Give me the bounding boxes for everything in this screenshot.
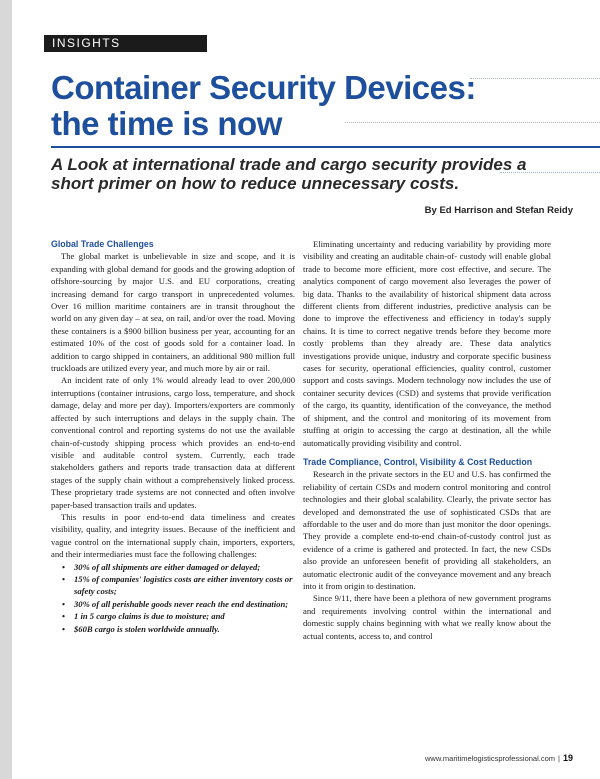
paragraph: This results in poor end-to-end data timeliness and creates visibility, quality, and integrity issues. Because of the inefficient and vague control on the international supply chain, importers, exporters, and their intermediaries must face the following challenges: [51, 511, 295, 560]
list-item: • 30% of all shipments are either damaged or delayed; [64, 561, 295, 573]
paragraph: Research in the private sectors in the EU and U.S. has confirmed the reliability of certain CSDs and modern control monitoring and control technologies and their global scalability. Clearly, the private sector has developed and demonstrated the use of sophisticated CSDs that are affordable to the user and do more than just monitor the door openings. They provide a complete end-to-end chain-of-custody control just as evidence of a crime is gathered and protected. In fact, the new CSDs also provide an unforeseen benefit of providing all stakeholders, an automatic electronic audit of the conveyance movement and any breach into it from origin to destination. [303, 469, 551, 591]
article-title-line1: Container Security Devices: [51, 69, 476, 106]
section-heading-global-trade: Global Trade Challenges [51, 239, 154, 249]
page-edge-bar [0, 0, 12, 779]
footer-url[interactable]: www.maritimelogisticsprofessional.com [424, 754, 556, 763]
list-item: • 15% of companies' logistics costs are either inventory costs or safety costs; [64, 573, 295, 598]
article-subtitle: A Look at international trade and cargo security provides a short primer on how to reduce unnecessary costs. [51, 155, 527, 193]
footer-separator: | [558, 754, 560, 763]
section-label: INSIGHTS [52, 36, 121, 50]
section-heading-trade-compliance: Trade Compliance, Control, Visibility & Cost Reduction [303, 456, 533, 467]
decorative-dotted-line [470, 78, 600, 79]
page-number: 19 [562, 753, 573, 763]
page-footer [425, 753, 573, 763]
list-item: • 1 in 5 cargo claims is due to moisture; and [64, 610, 295, 622]
paragraph: Since 9/11, there have been a plethora of new government programs and requirements involving control within the international and domestic supply chains beginning with what we really know about the actual contents, access to, and control [303, 593, 551, 641]
list-item: • 30% of all perishable goods never reach the end destination; [64, 598, 295, 610]
left-column [51, 238, 295, 635]
article-title-line2: the time is now [51, 105, 282, 142]
right-column [303, 238, 551, 642]
article-title [51, 70, 476, 142]
challenges-list [51, 561, 295, 635]
paragraph: Eliminating uncertainty and reducing variability by providing more visibility and creating an auditable chain-of- custody will enable global trade to become more efficient, more cost effective, and secure. The analytics component of cargo movement also leverages the power of big data. Thanks to the availability of historical shipment data across different clients from different industries, predictive analysis can be done to improve the effectiveness and efficiency in today's supply chains. It is time to correct negative trends before they become more costly problems than they already are. These data analytics investigations provide unique, industry and corporate specific business cases for security, operational efficiencies, quality control, customer support and costs savings. Modern technology now includes the use of container security devices (CSD) and systems that provide verification of the cargo, its quantity, identification of the conveyance, the method of shipment, and the control and monitoring of its movement from stuffing at origin to accessing the cargo at destination, all the while automatically providing visibility and control. [303, 239, 551, 448]
byline: By Ed Harrison and Stefan Reidy [424, 205, 573, 216]
paragraph: An incident rate of only 1% would already lead to over 200,000 interruptions (container intrusions, cargo loss, temperature, and shock damage, delay and more per day). Importers/exporters are commonly affected by such interruptions and delays in the supply chain. The conventional control and reporting systems do not use the available chain-of-custody shipping process which provides an end-to-end visible and auditable control system. Currently, each trade stakeholders gathers and reports trade transaction data at different stages of the supply chain without a comprehensively linked process. These proprietary trade systems are not connected and often involve paper-based transaction trails and updates. [51, 375, 295, 510]
paragraph: The global market is unbelievable in size and scope, and it is expanding with global demand for goods and the growing adoption of offshore-sourcing by major U.S. and EU corporations, creating increasing demand for cargo transport in unprecedented volumes. Over 16 million maritime containers are in transit throughout the world on any given day – at sea, on rail, and/or over the road. Moving these containers is a $900 billion business per year, accounting for an estimated 10% of the cost of goods sold for a container load. In addition to cargo shipped in containers, an additional 980 million full truckloads are utilized every year, and much more by air or rail. [51, 251, 295, 374]
section-label-bar [44, 35, 207, 52]
list-item: • $60B cargo is stolen worldwide annually. [64, 623, 295, 635]
title-underline [51, 146, 600, 148]
